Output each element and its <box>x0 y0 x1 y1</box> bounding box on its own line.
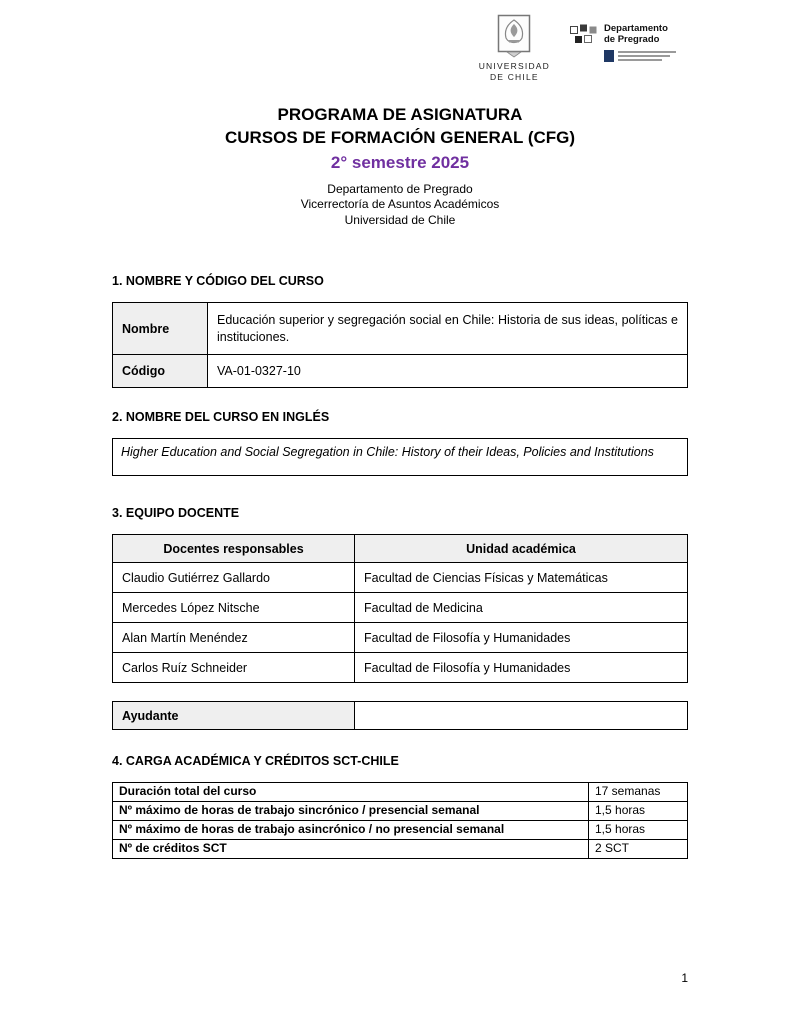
ayudante-label-cell: Ayudante <box>113 702 355 730</box>
uchile-logo-line1: UNIVERSIDAD <box>478 61 550 71</box>
workload-label-cell: Nº máximo de horas de trabajo sincrónico / presencial semanal <box>113 802 589 821</box>
pregrado-logo <box>570 24 676 62</box>
unidad-cell: Facultad de Ciencias Físicas y Matemáticas <box>355 563 688 593</box>
table-row <box>113 593 688 623</box>
unidad-cell: Facultad de Filosofía y Humanidades <box>355 623 688 653</box>
document-title-line2: CURSOS DE FORMACIÓN GENERAL (CFG) <box>224 128 576 148</box>
uchile-crest-icon <box>497 14 531 58</box>
table-row <box>113 821 688 840</box>
table-row <box>113 840 688 859</box>
docente-cell: Claudio Gutiérrez Gallardo <box>113 563 355 593</box>
workload-value-cell: 1,5 horas <box>589 802 688 821</box>
teaching-team-table <box>112 534 688 683</box>
pregrado-logo-line2: de Pregrado <box>604 33 660 45</box>
logo-row <box>0 0 800 82</box>
pregrado-pixel-icon <box>570 24 598 44</box>
pregrado-logo-top <box>570 24 676 46</box>
tiny-text-line <box>618 59 662 61</box>
workload-label-cell: Nº de créditos SCT <box>113 840 589 859</box>
uchile-logo <box>479 14 550 82</box>
pregrado-navy-box <box>604 50 614 62</box>
tiny-text-line <box>618 55 670 57</box>
pregrado-logo-text <box>604 24 668 46</box>
table-row <box>113 783 688 802</box>
pregrado-tiny-text-lines <box>618 50 676 61</box>
uchile-logo-text <box>479 61 550 82</box>
unidad-cell: Facultad de Filosofía y Humanidades <box>355 653 688 683</box>
uchile-logo-line2: DE CHILE <box>489 71 539 82</box>
section4-heading: 4. CARGA ACADÉMICA Y CRÉDITOS SCT-CHILE <box>112 754 399 769</box>
table-row <box>113 563 688 593</box>
document-title-line1: PROGRAMA DE ASIGNATURA <box>277 105 523 125</box>
document-body <box>0 274 800 859</box>
col-header-docentes: Docentes responsables <box>113 535 355 563</box>
codigo-label-cell: Código <box>113 355 208 388</box>
tiny-text-line <box>618 51 676 53</box>
table-row <box>113 623 688 653</box>
ayudante-value-cell <box>355 702 688 730</box>
pregrado-logo-sub <box>604 50 676 62</box>
table-row <box>113 702 688 730</box>
page-number: 1 <box>681 971 688 985</box>
workload-label-cell: Duración total del curso <box>113 783 589 802</box>
table-row <box>113 355 688 388</box>
unidad-cell: Facultad de Medicina <box>355 593 688 623</box>
document-header <box>0 104 800 228</box>
section2-heading: 2. NOMBRE DEL CURSO EN INGLÉS <box>112 410 330 425</box>
docente-cell: Carlos Ruíz Schneider <box>113 653 355 683</box>
ayudante-table <box>112 701 688 730</box>
semester-subtitle: 2° semestre 2025 <box>330 153 470 173</box>
english-course-name-box: Higher Education and Social Segregation in Chile: History of their Ideas, Policies and Institutions <box>112 438 688 476</box>
workload-value-cell: 17 semanas <box>589 783 688 802</box>
section3-heading: 3. EQUIPO DOCENTE <box>112 506 240 521</box>
col-header-unidad: Unidad académica <box>355 535 688 563</box>
header-sublines <box>0 182 800 228</box>
course-name-table <box>112 302 688 388</box>
header-university: Universidad de Chile <box>344 212 456 227</box>
nombre-value-cell: Educación superior y segregación social en Chile: Historia de sus ideas, políticas e instituciones. <box>208 303 688 355</box>
table-header-row <box>113 535 688 563</box>
workload-label-cell: Nº máximo de horas de trabajo asincrónico / no presencial semanal <box>113 821 589 840</box>
pregrado-logo-line1: Departamento <box>604 23 668 34</box>
workload-value-cell: 1,5 horas <box>589 821 688 840</box>
table-row <box>113 303 688 355</box>
table-row <box>113 653 688 683</box>
workload-value-cell: 2 SCT <box>589 840 688 859</box>
docente-cell: Mercedes López Nitsche <box>113 593 355 623</box>
header-department: Departamento de Pregrado <box>327 182 473 197</box>
docente-cell: Alan Martín Menéndez <box>113 623 355 653</box>
codigo-value-cell: VA-01-0327-10 <box>208 355 688 388</box>
workload-credits-table <box>112 782 688 859</box>
header-vicerrectoria: Vicerrectoría de Asuntos Académicos <box>300 197 500 212</box>
table-row <box>113 802 688 821</box>
nombre-label-cell: Nombre <box>113 303 208 355</box>
section1-heading: 1. NOMBRE Y CÓDIGO DEL CURSO <box>112 274 324 289</box>
